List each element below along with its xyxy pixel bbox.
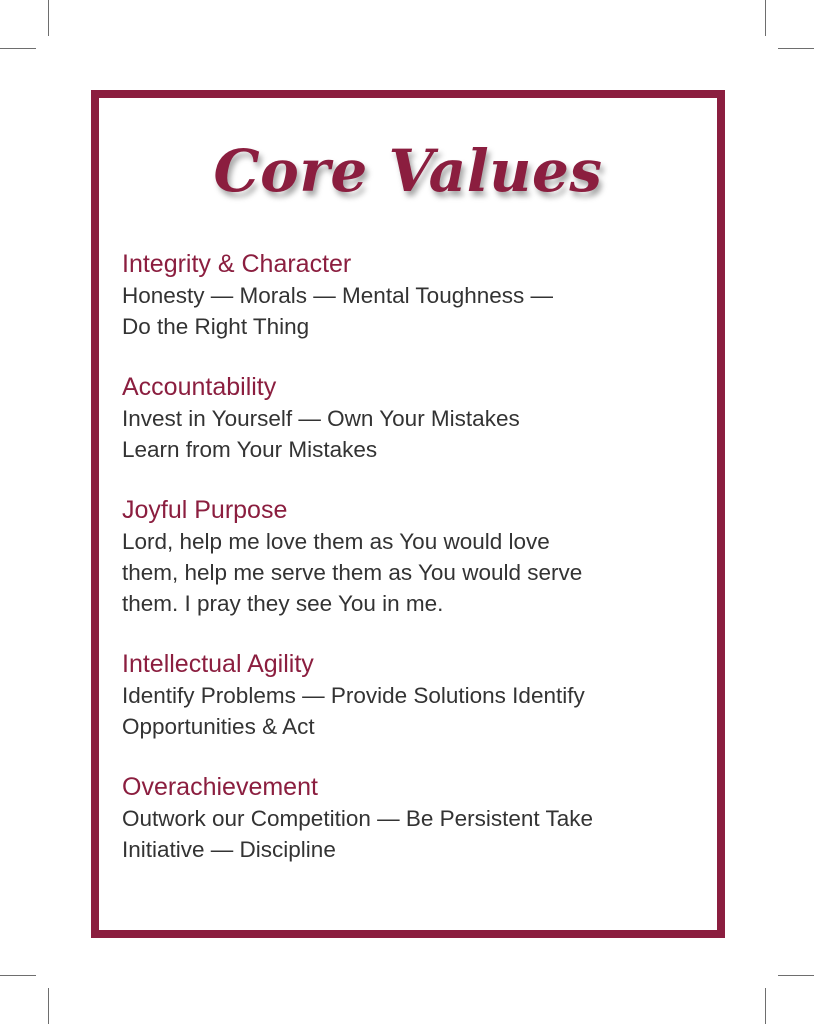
value-item-overachievement [122,771,702,865]
value-line: Do the Right Thing [122,314,310,339]
value-heading: Accountability [122,373,277,401]
value-line: Honesty — Morals — Mental Toughness — [122,283,554,308]
value-line: Initiative — Discipline [122,837,336,862]
value-item-joyful-purpose [122,494,702,619]
value-item-intellectual-agility [122,648,702,742]
value-heading: Joyful Purpose [122,496,288,524]
value-heading: Integrity & Character [122,250,352,278]
crop-mark-bottom-right-vertical [765,988,766,1024]
crop-mark-bottom-right-horizontal [778,975,814,976]
crop-mark-top-left-horizontal [0,48,36,49]
value-line: Outwork our Competition — Be Persistent Take [122,806,594,831]
value-line: Lord, help me love them as You would love [122,529,550,554]
value-line: them. I pray they see You in me. [122,591,444,616]
crop-mark-top-left-vertical [48,0,49,36]
crop-mark-bottom-left-horizontal [0,975,36,976]
value-item-integrity [122,248,702,342]
value-line: Learn from Your Mistakes [122,437,378,462]
value-line: them, help me serve them as You would serve [122,560,583,585]
card-title: Core Values [213,137,603,205]
values-list [122,248,702,894]
crop-mark-top-right-vertical [765,0,766,36]
core-values-card [91,90,725,938]
value-item-accountability [122,371,702,465]
value-line: Opportunities & Act [122,714,315,739]
crop-mark-bottom-left-vertical [48,988,49,1024]
value-heading: Intellectual Agility [122,650,314,678]
value-line: Invest in Yourself — Own Your Mistakes [122,406,520,431]
value-line: Identify Problems — Provide Solutions Identify [122,683,585,708]
crop-mark-top-right-horizontal [778,48,814,49]
value-heading: Overachievement [122,773,318,801]
